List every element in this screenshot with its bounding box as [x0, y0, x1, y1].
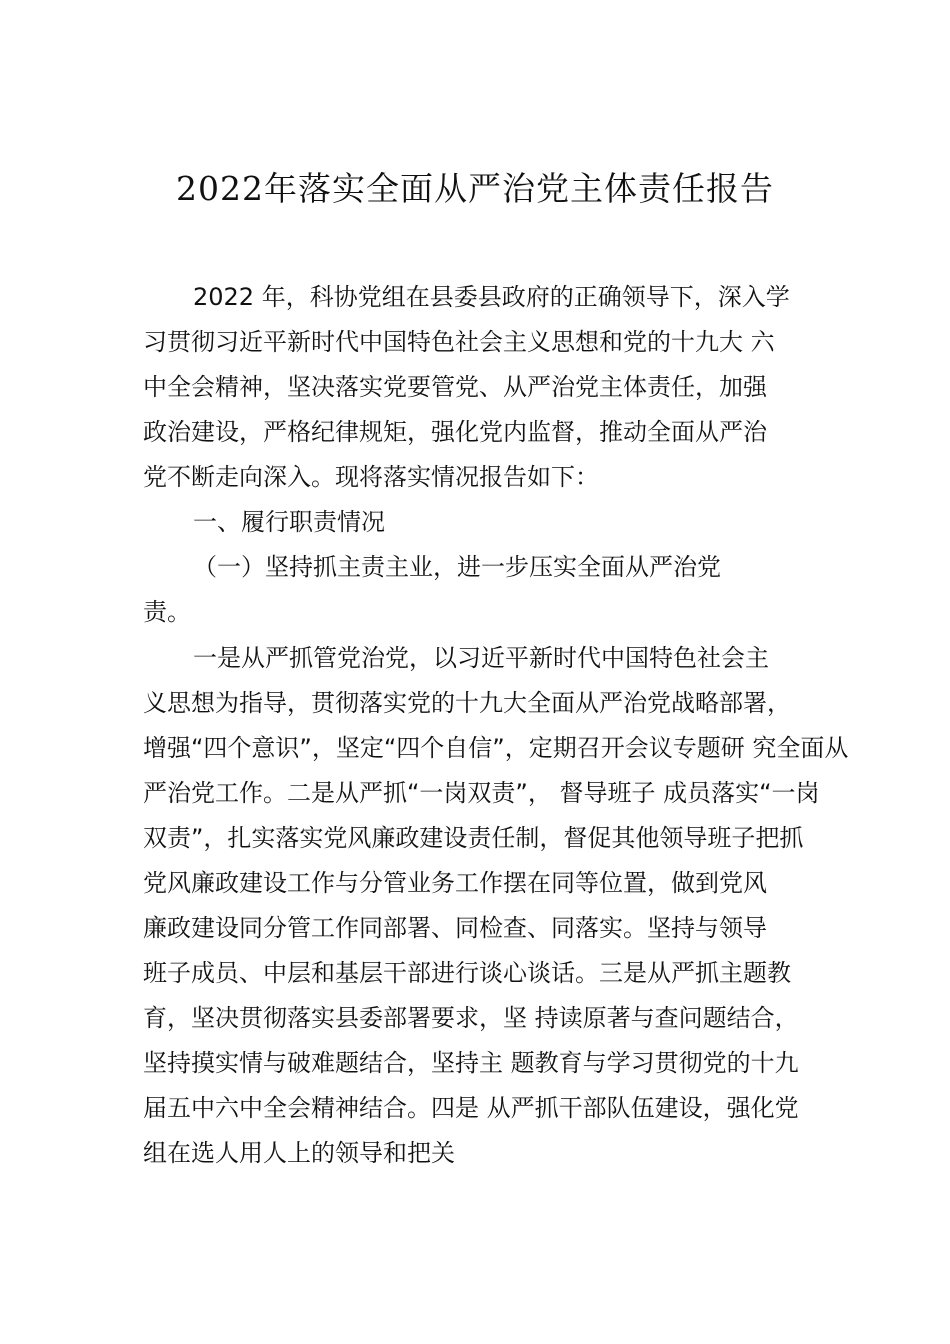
body-paragraph [143, 636, 849, 1176]
text-line: 中全会精神，坚决落实党要管党、从严治党主体责任，加强 [143, 373, 767, 401]
text-line: 组在选人用人上的领导和把关 [143, 1139, 455, 1167]
text-line: 育，坚决贯彻落实县委部署要求，坚 持读原著与查问题结合， [143, 1004, 799, 1032]
text-line: 党风廉政建设工作与分管业务工作摆在同等位置，做到党风 [143, 869, 767, 897]
text-line: 坚持摸实情与破难题结合，坚持主 题教育与学习贯彻党的十九 [143, 1049, 799, 1077]
text-line: 一是从严抓管党治党，以习近平新时代中国特色社会主 [193, 644, 769, 672]
text-line: 班子成员、中层和基层干部进行谈心谈话。三是从严抓主题教 [143, 959, 791, 987]
text-line: 严治党工作。二是从严抓“一岗双责”， 督导班子 成员落实“一岗 [143, 779, 820, 807]
text-line: 廉政建设同分管工作同部署、同检查、同落实。坚持与领导 [143, 914, 767, 942]
section-heading [143, 500, 838, 545]
text-line: 增强“四个意识”，坚定“四个自信”，定期召开会议专题研 究全面从 [143, 734, 849, 762]
text-line: （一）坚持抓主责主业，进一步压实全面从严治党 [193, 553, 721, 581]
text-line: 习贯彻习近平新时代中国特色社会主义思想和党的十九大 六 [143, 328, 775, 356]
text-line: 政治建设，严格纪律规矩，强化党内监督，推动全面从严治 [143, 418, 767, 446]
text-line: 责。 [143, 598, 191, 626]
text-line: 义思想为指导，贯彻落实党的十九大全面从严治党战略部署， [143, 689, 791, 717]
text-line: 2022 年，科协党组在县委县政府的正确领导下，深入学 [193, 283, 790, 311]
document-title: 2022年落实全面从严治党主体责任报告 [176, 169, 774, 208]
subsection-heading [143, 545, 838, 635]
section-heading-text: 一、履行职责情况 [193, 508, 385, 536]
text-line: 党不断走向深入。现将落实情况报告如下： [143, 463, 599, 491]
text-line: 届五中六中全会精神结合。四是 从严抓干部队伍建设，强化党 [143, 1094, 799, 1122]
intro-paragraph [143, 275, 838, 500]
text-line: 双责”，扎实落实党风廉政建设责任制，督促其他领导班子把抓 [143, 824, 804, 852]
